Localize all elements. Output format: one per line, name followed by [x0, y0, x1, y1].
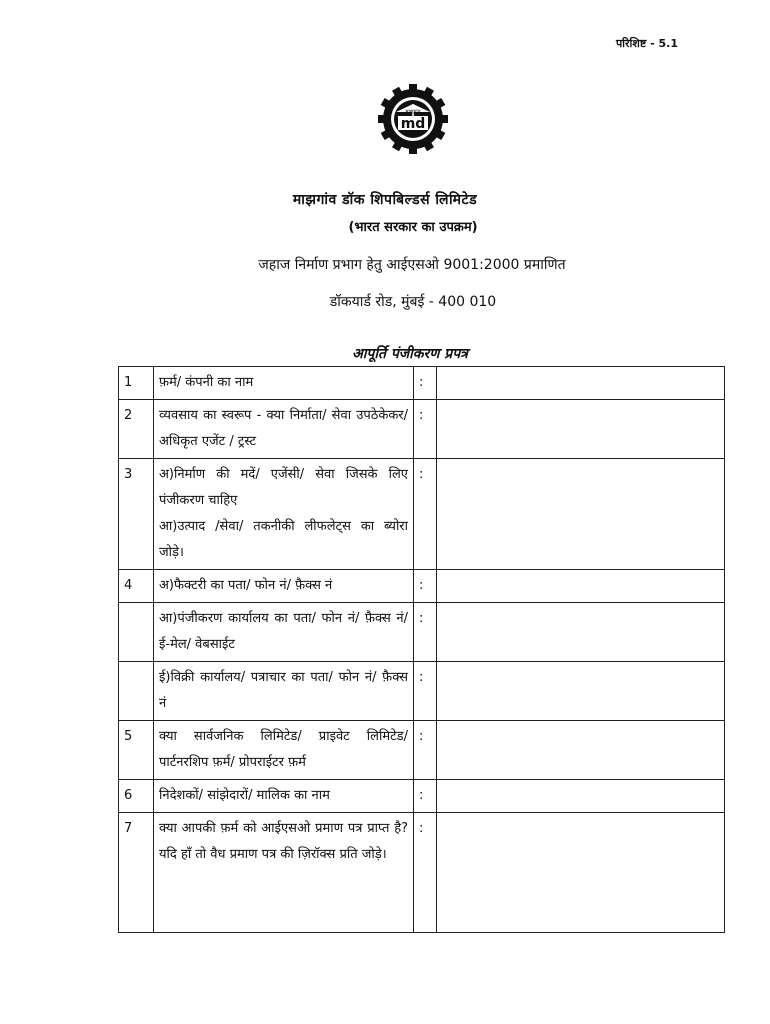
- row-label: क्या आपकी फ़र्म को आईएसओ प्रमाण पत्र प्राप्त है? यदि हाँ तो वैध प्रमाण पत्र की ज़िरॉक्स प्रति जोड़े।: [154, 813, 414, 933]
- appendix-label: परिशिष्ट - 5.1: [615, 37, 678, 50]
- row-number: 6: [119, 780, 154, 813]
- row-colon: :: [414, 400, 437, 459]
- answer-field[interactable]: [437, 367, 725, 400]
- row-number: 5: [119, 721, 154, 780]
- mdl-cog-logo-icon: [376, 82, 450, 156]
- row-colon: :: [414, 662, 437, 721]
- row-number: [119, 603, 154, 662]
- registration-table: [118, 366, 725, 933]
- answer-field[interactable]: [437, 570, 725, 603]
- row-number: [119, 662, 154, 721]
- row-number: 2: [119, 400, 154, 459]
- row-label: अ)फैक्टरी का पता/ फोन नं/ फ़ैक्स नं: [154, 570, 414, 603]
- row-colon: :: [414, 780, 437, 813]
- answer-field[interactable]: [437, 459, 725, 570]
- row-label: व्यवसाय का स्वरूप - क्या निर्माता/ सेवा उपठेकेकर/ अधिकृत एजेंट / ट्रस्ट: [154, 400, 414, 459]
- answer-field[interactable]: [437, 780, 725, 813]
- table-row: [119, 400, 725, 459]
- row-label: निदेशकों/ सांझेदारों/ मालिक का नाम: [154, 780, 414, 813]
- row-label-part-b: आ)उत्पाद /सेवा/ तकनीकी लीफलेट्स का ब्योरा जोड़े।: [159, 519, 408, 560]
- certification-line: जहाज निर्माण प्रभाग हेतु आईएसओ 9001:2000 प्रमाणित: [258, 257, 566, 273]
- logo-text: md: [400, 116, 426, 132]
- table-row: [119, 721, 725, 780]
- organization-subtitle: (भारत सरकार का उपक्रम): [348, 220, 478, 235]
- row-number: 1: [119, 367, 154, 400]
- table-row: [119, 459, 725, 570]
- table-row: [119, 813, 725, 933]
- logo-tag: माझगांव: [405, 109, 421, 115]
- row-colon: :: [414, 603, 437, 662]
- row-label: ई)विक्री कार्यालय/ पत्राचार का पता/ फोन नं/ फ़ैक्स नं: [154, 662, 414, 721]
- table-row: [119, 780, 725, 813]
- row-label: फ़र्म/ कंपनी का नाम: [154, 367, 414, 400]
- organization-address: डॉकयार्ड रोड, मुंबई - 400 010: [329, 294, 497, 310]
- answer-field[interactable]: [437, 721, 725, 780]
- answer-field[interactable]: [437, 813, 725, 933]
- row-colon: :: [414, 367, 437, 400]
- row-number: 4: [119, 570, 154, 603]
- form-title: आपूर्ति पंजीकरण प्रपत्र: [352, 346, 468, 362]
- row-colon: :: [414, 721, 437, 780]
- table-row: [119, 367, 725, 400]
- answer-field[interactable]: [437, 603, 725, 662]
- table-row: [119, 662, 725, 721]
- row-number: 3: [119, 459, 154, 570]
- organization-name: माझगांव डॉक शिपबिल्डर्स लिमिटेड: [292, 192, 478, 208]
- row-number: 7: [119, 813, 154, 933]
- row-colon: :: [414, 813, 437, 933]
- answer-field[interactable]: [437, 662, 725, 721]
- row-label: क्या सार्वजनिक लिमिटेड/ प्राइवेट लिमिटेड/ पार्टनरशिप फ़र्म/ प्रोपराईटर फ़र्म: [154, 721, 414, 780]
- table-row: [119, 603, 725, 662]
- row-label: आ)पंजीकरण कार्यालय का पता/ फोन नं/ फ़ैक्स नं/ ई-मेल/ वेबसाईट: [154, 603, 414, 662]
- row-colon: :: [414, 570, 437, 603]
- table-row: [119, 570, 725, 603]
- row-label-part-a: अ)निर्माण की मदें/ एजेंसी/ सेवा जिसके लिए पंजीकरण चाहिए: [159, 467, 408, 508]
- answer-field[interactable]: [437, 400, 725, 459]
- row-label: [154, 459, 414, 570]
- row-colon: :: [414, 459, 437, 570]
